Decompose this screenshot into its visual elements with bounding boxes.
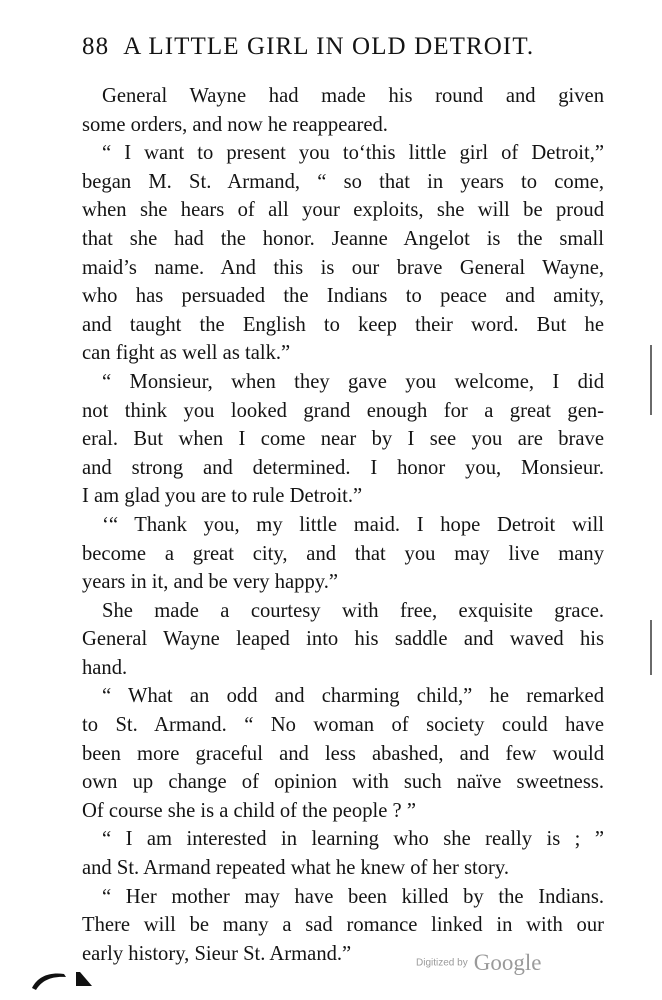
digitized-by-google-watermark [416,950,556,980]
text-line: hand. [82,656,128,679]
paragraph [82,511,604,597]
text-line: and St. Armand repeated what he knew of her story. [82,857,509,880]
text-line: “ Her mother may have been killed by the Indians. [102,885,604,908]
text-line: and taught the English to keep their word. But he [82,313,604,336]
text-line: General Wayne leaped into his saddle and waved his [82,628,604,651]
text-line: I am glad you are to rule Detroit.” [82,485,363,508]
text-line: She made a courtesy with free, exquisite grace. [102,599,604,622]
text-line: become a great city, and that you may live many [82,542,604,565]
scan-artifact-mark [30,962,100,992]
text-line: can fight as well as talk.” [82,342,291,365]
text-line: began M. St. Armand, “ so that in years to come, [82,170,604,193]
paragraph [82,682,604,825]
paragraph [82,82,604,139]
text-line: when she hears of all your exploits, she will be proud [82,199,604,222]
running-title: A LITTLE GIRL IN OLD DETROIT. [123,33,535,60]
digitized-label: Digitized by [416,957,468,969]
text-line: some orders, and now he reappeared. [82,113,388,136]
text-line: own up change of opinion with such naïve sweetness. [82,771,604,794]
text-line: that she had the honor. Jeanne Angelot is the small [82,227,604,250]
text-line: who has persuaded the Indians to peace and amity, [82,285,604,308]
text-line: General Wayne had made his round and given [102,85,604,107]
body-text [82,82,604,968]
text-line: “ I want to present you to‘this little girl of Detroit,” [102,142,604,165]
page-edge-shadow [650,345,652,415]
text-line: ‘“ Thank you, my little maid. I hope Detroit will [102,513,604,536]
text-line: maid’s name. And this is our brave General Wayne, [82,256,604,279]
text-line: and strong and determined. I honor you, Monsieur. [82,456,604,479]
running-head [82,33,602,67]
paragraph [82,368,604,511]
text-line: early history, Sieur St. Armand.” [82,942,352,965]
text-line: “ Monsieur, when they gave you welcome, I did [102,370,604,393]
text-line: There will be many a sad romance linked in with our [82,914,604,937]
text-line: “ What an odd and charming child,” he remarked [102,685,604,708]
text-line: not think you looked grand enough for a great gen- [82,399,604,422]
paragraph [82,825,604,882]
text-line: been more graceful and less abashed, and few would [82,742,604,765]
text-line: Of course she is a child of the people ? ” [82,799,416,822]
paragraph [82,597,604,683]
text-line: eral. But when I come near by I see you are brave [82,428,604,451]
text-line: years in it, and be very happy.” [82,571,338,594]
paragraph [82,139,604,368]
text-line: “ I am interested in learning who she really is ; ” [102,828,604,851]
page-edge-shadow [650,620,652,675]
google-logo: Google [473,950,542,975]
page-number: 88 [82,33,110,60]
text-line: to St. Armand. “ No woman of society could have [82,714,604,737]
